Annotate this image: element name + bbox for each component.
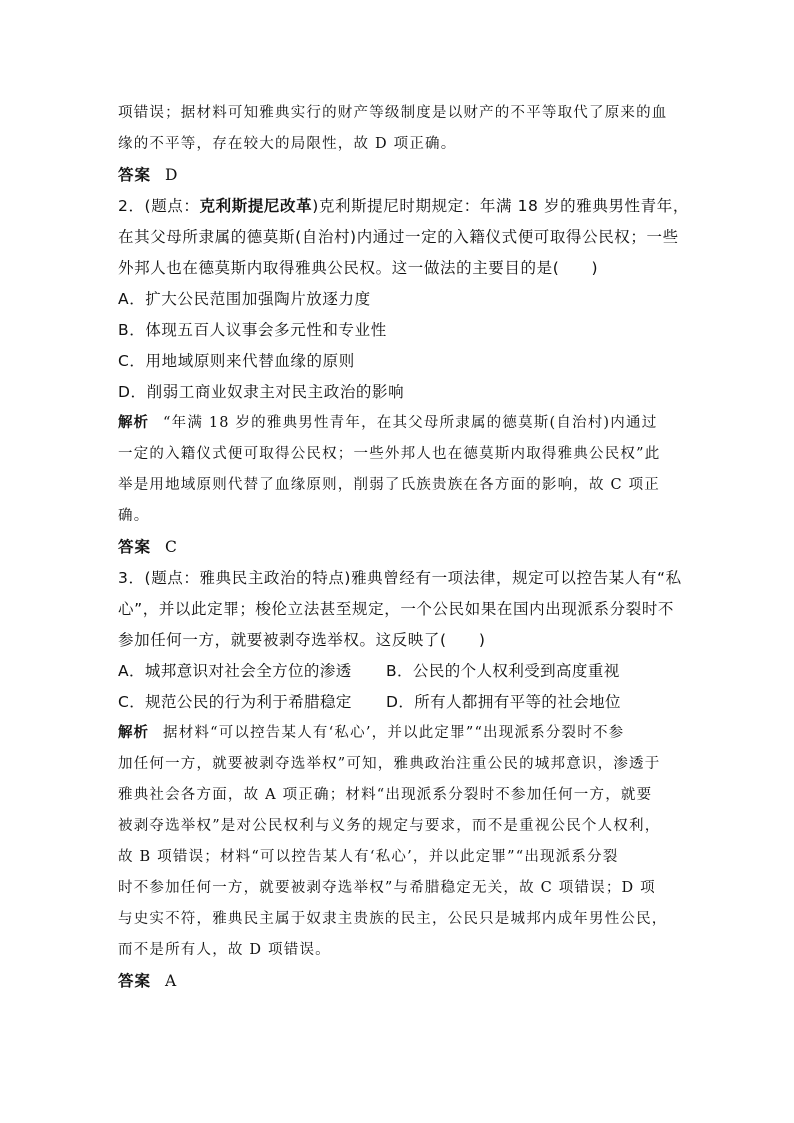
option-b: B．体现五百人议事会多元性和专业性 (118, 321, 387, 339)
option-a: A．扩大公民范围加强陶片放逐力度 (118, 290, 371, 308)
explanation-line: 而不是所有人，故 D 项错误。 (118, 942, 331, 958)
option-row (118, 687, 688, 718)
option-c: C．规范公民的行为利于希腊稳定 (118, 693, 352, 711)
option-a: A．城邦意识对社会全方位的渗透 (118, 662, 352, 680)
explanation-line: 举是用地域原则代替了血缘原则，削弱了氏族贵族在各方面的影响，故 C 项正 (118, 477, 661, 493)
option-c: C．用地域原则来代替血缘的原则 (118, 352, 355, 370)
question-3-stem-line (118, 563, 688, 594)
answer-value: D (165, 166, 178, 184)
question-3-stem-line: 心”，并以此定罪；梭伦立法甚至规定，一个公民如果在国内出现派系分裂时不 (118, 600, 675, 618)
explanation-line: 时不参加任何一方，就要被剥夺选举权”与希腊稳定无关，故 C 项错误；D 项 (118, 880, 656, 896)
question-topic: 克利斯提尼改革 (199, 197, 313, 215)
question-number: 3．(题点： (118, 569, 200, 587)
answer-value: A (165, 972, 177, 990)
explanation-line: 故 B 项错误；材料“可以控告某人有‘私心’，并以此定罪”“出现派系分裂 (118, 849, 619, 865)
option-d: D．削弱工商业奴隶主对民主政治的影响 (118, 383, 405, 401)
option-row (118, 656, 688, 687)
text-line: 缘的不平等，存在较大的局限性，故 D 项正确。 (118, 136, 457, 152)
explanation-line (118, 408, 688, 439)
explanation-line (118, 718, 688, 749)
answer-label: 答案 (118, 972, 152, 990)
question-text: )雅典曾经有一项法律，规定可以控告某人有“私 (344, 569, 682, 587)
answer-line (118, 160, 688, 191)
explanation-label: 解析 (118, 725, 149, 741)
explanation-label: 解析 (118, 415, 149, 431)
explanation-line: 一定的入籍仪式便可取得公民权；一些外邦人也在德莫斯内取得雅典公民权”此 (118, 446, 661, 462)
question-number: 2．(题点： (118, 197, 200, 215)
question-2-stem-line: 在其父母所隶属的德莫斯(自治村)内通过一定的入籍仪式便可取得公民权；一些 (118, 228, 679, 246)
explanation-line: 与史实不符，雅典民主属于奴隶主贵族的民主，公民只是城邦内成年男性公民， (118, 911, 668, 927)
answer-value: C (165, 538, 178, 556)
explanation-line: 被剥夺选举权”是对公民权利与义务的规定与要求，而不是重视公民个人权利， (118, 818, 661, 834)
question-3-stem-line: 参加任何一方，就要被剥夺选举权。这反映了( ) (118, 631, 486, 649)
question-2-stem-line (118, 191, 688, 222)
explanation-text: 据材料“可以控告某人有‘私心’，并以此定罪”“出现派系分裂时不参 (163, 725, 625, 741)
explanation-line: 加任何一方，就要被剥夺选举权”可知，雅典政治注重公民的城邦意识，渗透于 (118, 756, 661, 772)
explanation-line: 确。 (118, 508, 150, 524)
text-line: 项错误；据材料可知雅典实行的财产等级制度是以财产的不平等取代了原来的血 (118, 105, 668, 121)
question-text: )克利斯提尼时期规定：年满 18 岁的雅典男性青年， (312, 197, 689, 215)
answer-line (118, 966, 688, 997)
answer-label: 答案 (118, 166, 152, 184)
explanation-text: “年满 18 岁的雅典男性青年，在其父母所隶属的德莫斯(自治村)内通过 (163, 415, 658, 431)
document-page (118, 98, 688, 997)
option-b: B．公民的个人权利受到高度重视 (386, 662, 620, 680)
option-d: D．所有人都拥有平等的社会地位 (386, 693, 621, 711)
explanation-line: 雅典社会各方面，故 A 项正确；材料“出现派系分裂时不参加任何一方，就要 (118, 787, 653, 803)
question-2-stem-line: 外邦人也在德莫斯内取得雅典公民权。这一做法的主要目的是( ) (118, 259, 599, 277)
answer-line (118, 532, 688, 563)
question-topic: 雅典民主政治的特点 (199, 569, 345, 587)
answer-label: 答案 (118, 538, 152, 556)
